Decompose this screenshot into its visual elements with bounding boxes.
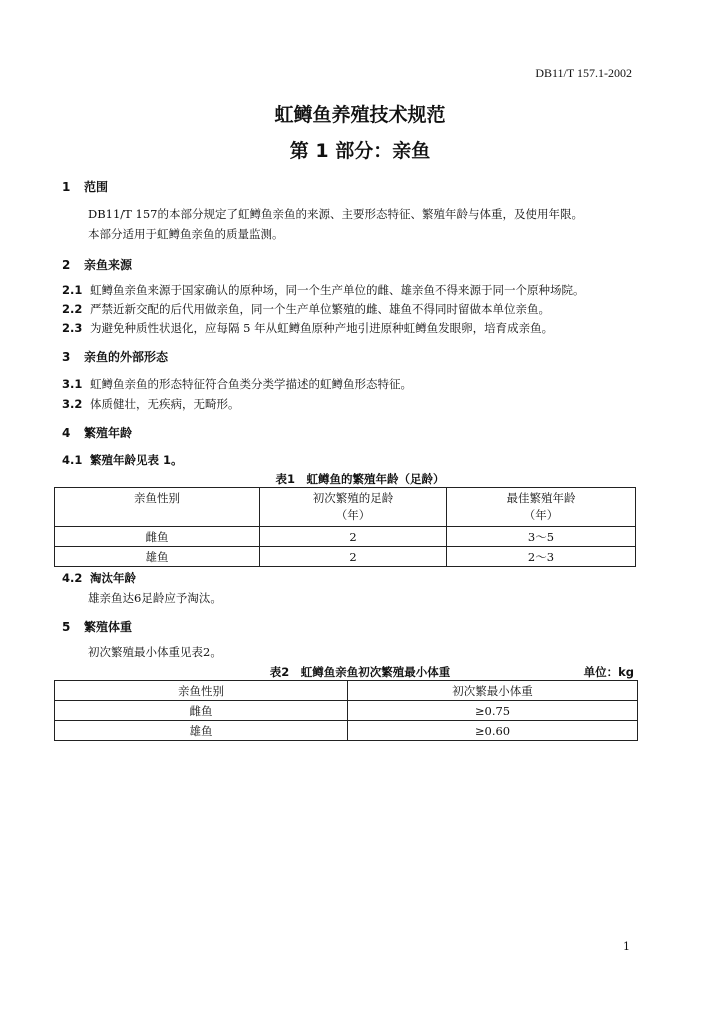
clause-2-1: 2.1 虹鳟鱼亲鱼来源于国家确认的原种场，同一个生产单位的雌、雄亲鱼不得来源于同一个原种场院。 xyxy=(62,283,585,297)
document-number: DB11/T 157.1-2002 xyxy=(535,66,632,80)
section-1-paragraph-2: 本部分适用于虹鳟鱼亲鱼的质量监测。 xyxy=(88,227,284,241)
table-cell: ≥0.75 xyxy=(348,701,638,721)
table-cell: 雄鱼 xyxy=(55,721,348,741)
table-row xyxy=(55,701,638,721)
section-heading-2: 2 亲鱼来源 xyxy=(62,258,133,272)
header-cell-sex: 亲鱼性别 xyxy=(55,488,260,527)
header-cell-min-weight: 初次繁最小体重 xyxy=(348,681,638,701)
table-header-row xyxy=(55,488,636,527)
table-cell: 雄鱼 xyxy=(55,547,260,567)
section-1-paragraph-1: DB11/T 157的本部分规定了虹鳟鱼亲鱼的来源、主要形态特征、繁殖年龄与体重，及使用年限。 xyxy=(88,207,583,221)
table-cell: 2 xyxy=(260,527,447,547)
clause-3-1: 3.1 虹鳟鱼亲鱼的形态特征符合鱼类分类学描述的虹鳟鱼形态特征。 xyxy=(62,377,412,391)
clause-2-3: 2.3 为避免种质性状退化，应每隔 5 年从虹鳟鱼原种产地引进原种虹鳟鱼发眼卵，培育成亲鱼。 xyxy=(62,321,554,335)
clause-4-1: 4.1 繁殖年龄见表 1。 xyxy=(62,453,183,467)
clause-4-2: 4.2 淘汰年龄 xyxy=(62,571,136,585)
table-1-caption: 表1 虹鳟鱼的繁殖年龄（足龄） xyxy=(275,472,445,486)
table-cell: 3～5 xyxy=(447,527,636,547)
clause-2-2: 2.2 严禁近新交配的后代用做亲鱼，同一个生产单位繁殖的雌、雄鱼不得同时留做本单位亲鱼。 xyxy=(62,302,550,316)
header-cell-best-breeding-age: 最佳繁殖年龄 （年） xyxy=(447,488,636,527)
section-heading-3: 3 亲鱼的外部形态 xyxy=(62,350,169,364)
section-heading-1: 1 范围 xyxy=(62,180,109,194)
table-header-row xyxy=(55,681,638,701)
clause-3-2: 3.2 体质健壮，无疾病，无畸形。 xyxy=(62,397,240,411)
table-cell: 雌鱼 xyxy=(55,701,348,721)
section-heading-5: 5 繁殖体重 xyxy=(62,620,133,634)
clause-4-2-text: 雄亲鱼达6足龄应予淘汰。 xyxy=(88,591,222,605)
header-cell-first-breeding-age: 初次繁殖的足龄 （年） xyxy=(260,488,447,527)
table-cell: 2 xyxy=(260,547,447,567)
document-title: 虹鳟鱼养殖技术规范 xyxy=(274,104,446,126)
document-subtitle: 第 1 部分：亲鱼 xyxy=(289,140,431,162)
table-2-caption: 表2 虹鳟鱼亲鱼初次繁殖最小体重 xyxy=(269,665,451,679)
table-2-min-weight xyxy=(54,680,638,741)
section-5-paragraph: 初次繁殖最小体重见表2。 xyxy=(88,645,222,659)
table-2-unit: 单位：kg xyxy=(583,665,634,679)
header-cell-sex: 亲鱼性别 xyxy=(55,681,348,701)
table-cell: 2～3 xyxy=(447,547,636,567)
table-row xyxy=(55,547,636,567)
table-1-breeding-age xyxy=(54,487,636,567)
page-number: 1 xyxy=(623,940,630,953)
table-row xyxy=(55,527,636,547)
table-row xyxy=(55,721,638,741)
table-cell: ≥0.60 xyxy=(348,721,638,741)
section-heading-4: 4 繁殖年龄 xyxy=(62,426,133,440)
table-cell: 雌鱼 xyxy=(55,527,260,547)
